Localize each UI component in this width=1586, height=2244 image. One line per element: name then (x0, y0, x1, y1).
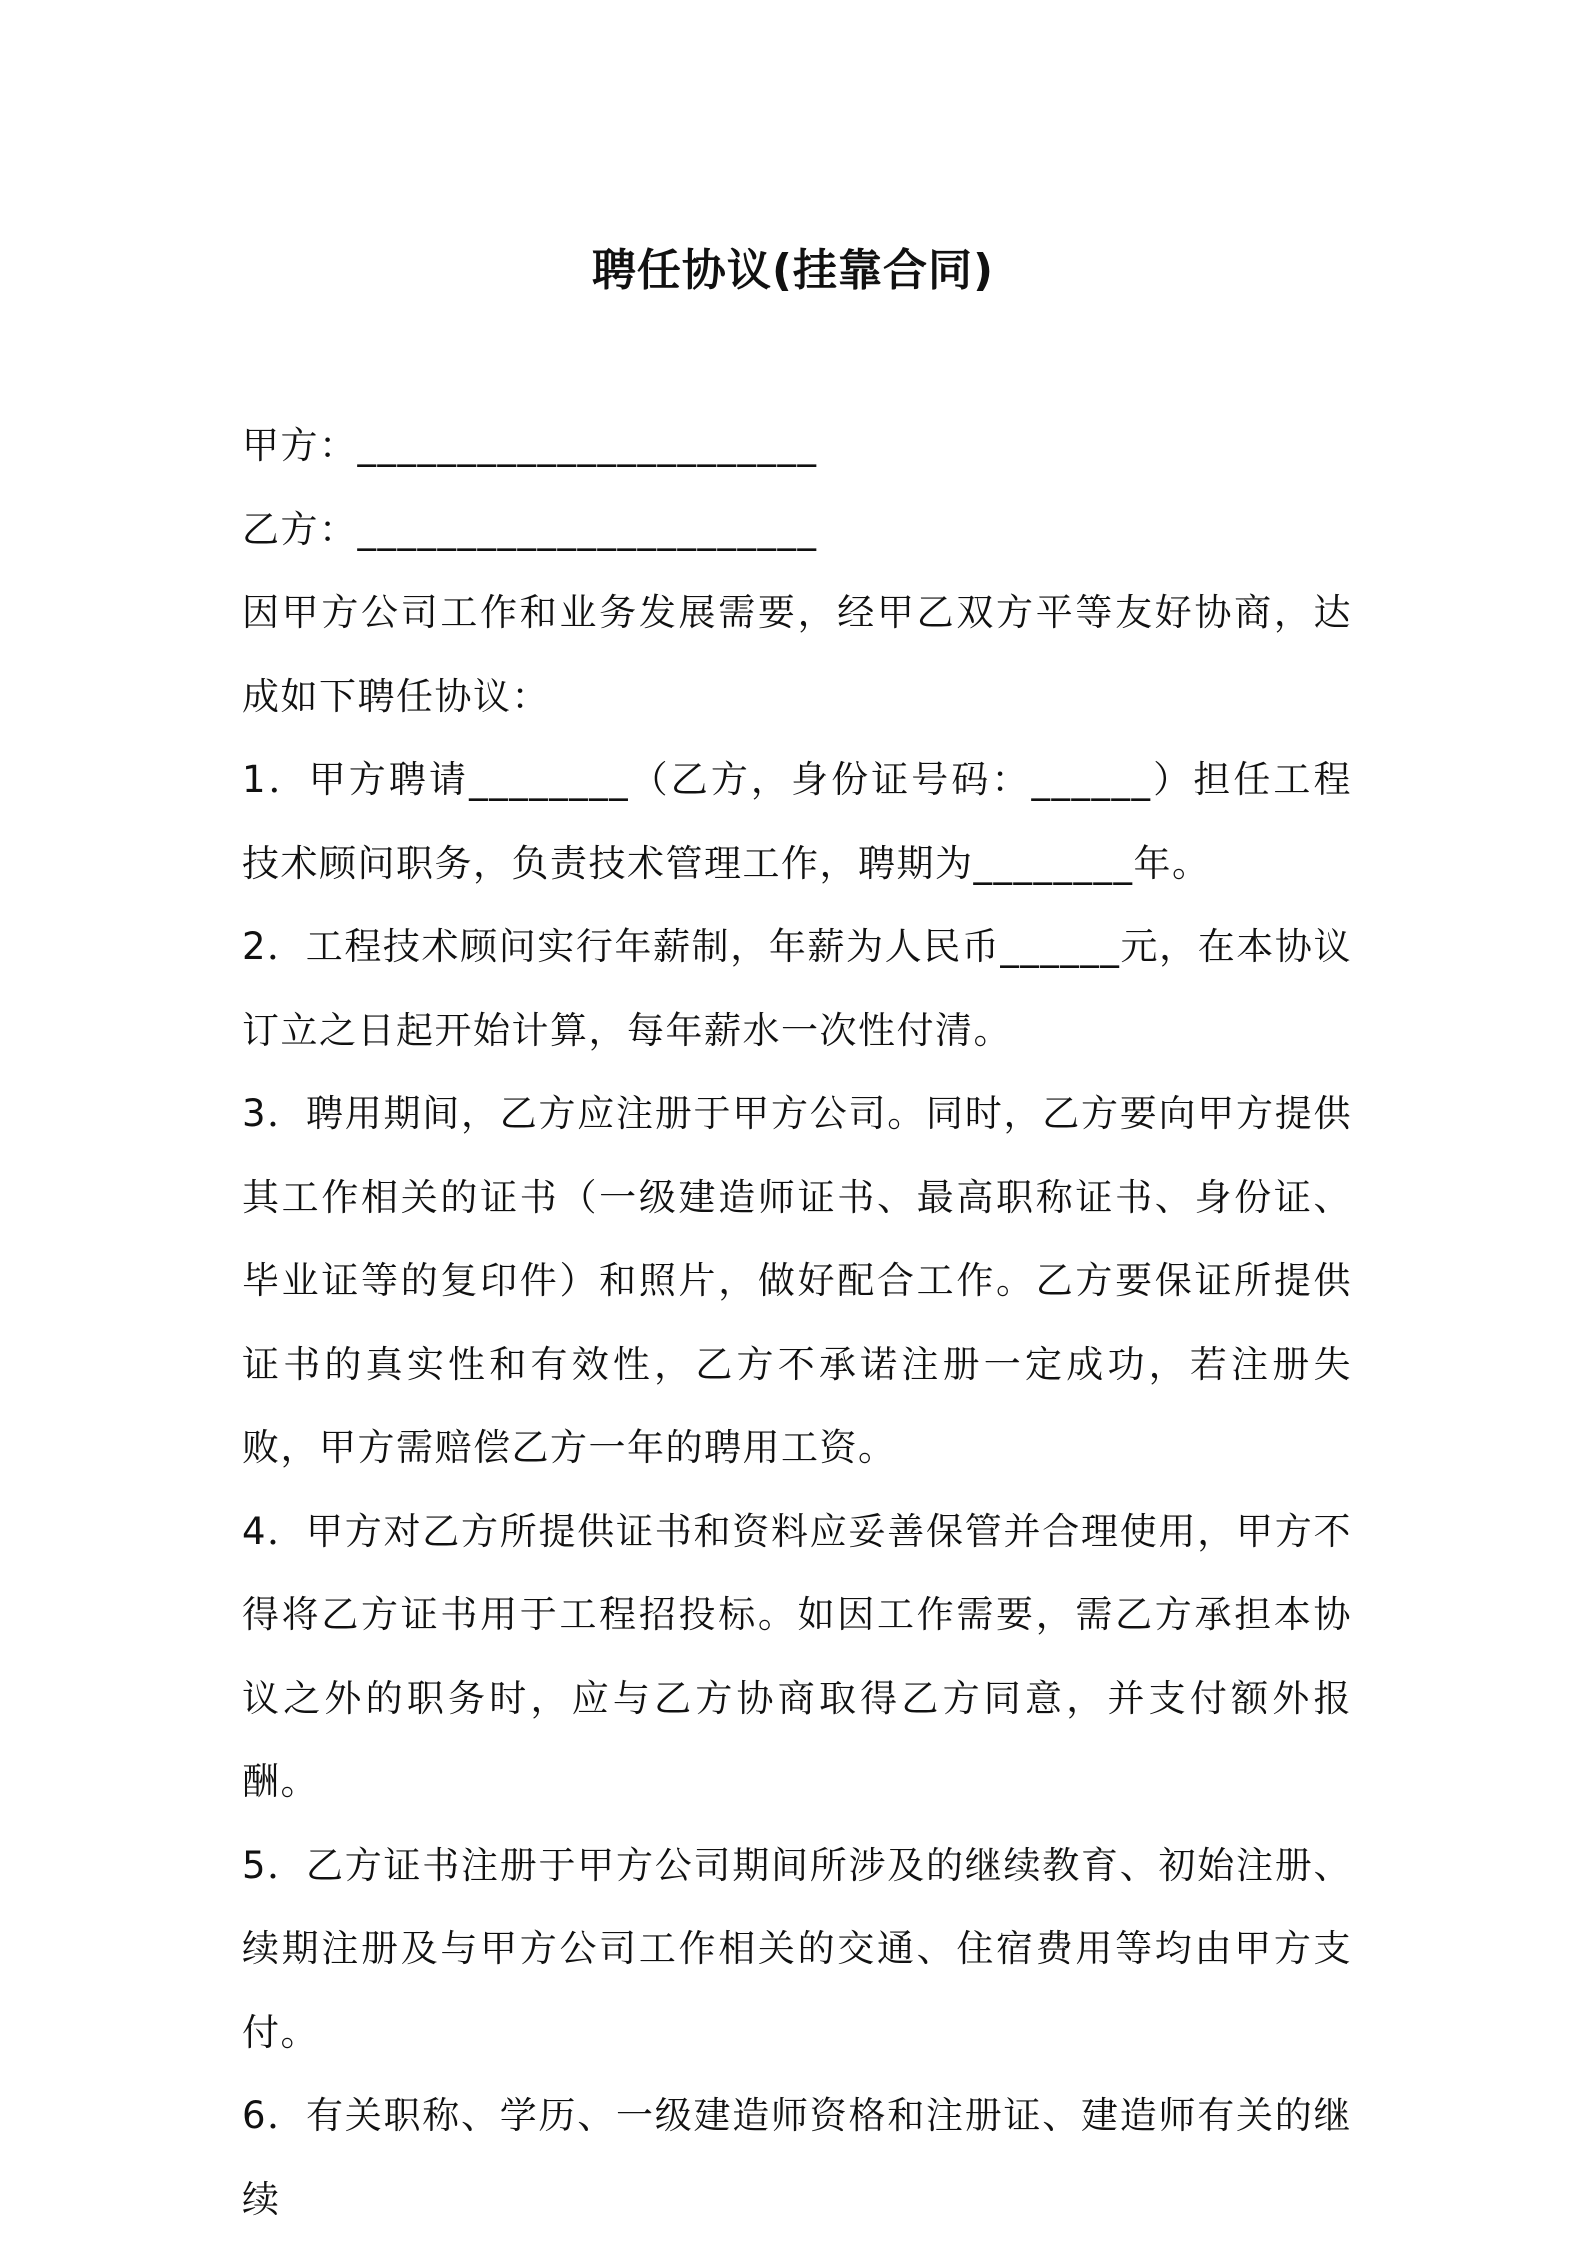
clause-3: 3．聘用期间，乙方应注册于甲方公司。同时，乙方要向甲方提供其工作相关的证书（一级建造师证书、最高职称证书、身份证、毕业证等的复印件）和照片，做好配合工作。乙方要保证所提供证书的真实性和有效性，乙方不承诺注册一定成功，若注册失败，甲方需赔偿乙方一年的聘用工资。 (242, 1092, 1352, 1469)
document-body (242, 404, 1352, 2241)
clause-2: 2．工程技术顾问实行年薪制，年薪为人民币______元，在本协议订立之日起开始计算，每年薪水一次性付清。 (242, 925, 1352, 1052)
clause-5: 5．乙方证书注册于甲方公司期间所涉及的继续教育、初始注册、续期注册及与甲方公司工作相关的交通、住宿费用等均由甲方支付。 (242, 1843, 1352, 2054)
intro-paragraph: 因甲方公司工作和业务发展需要，经甲乙双方平等友好协商，达成如下聘任协议： (242, 591, 1352, 718)
clause-1: 1．甲方聘请________（乙方，身份证号码：______）担任工程技术顾问职务，负责技术管理工作，聘期为________年。 (242, 758, 1352, 885)
party-a-line: 甲方：_______________________ (242, 424, 818, 467)
party-b-line: 乙方：_______________________ (242, 507, 818, 551)
clause-6: 6．有关职称、学历、一级建造师资格和注册证、建造师有关的继续 (242, 2094, 1352, 2221)
document-title: 聘任协议(挂靠合同) (591, 245, 995, 297)
clause-4: 4．甲方对乙方所提供证书和资料应妥善保管并合理使用，甲方不得将乙方证书用于工程招投标。如因工作需要，需乙方承担本协议之外的职务时，应与乙方协商取得乙方同意，并支付额外报酬。 (242, 1509, 1352, 1803)
